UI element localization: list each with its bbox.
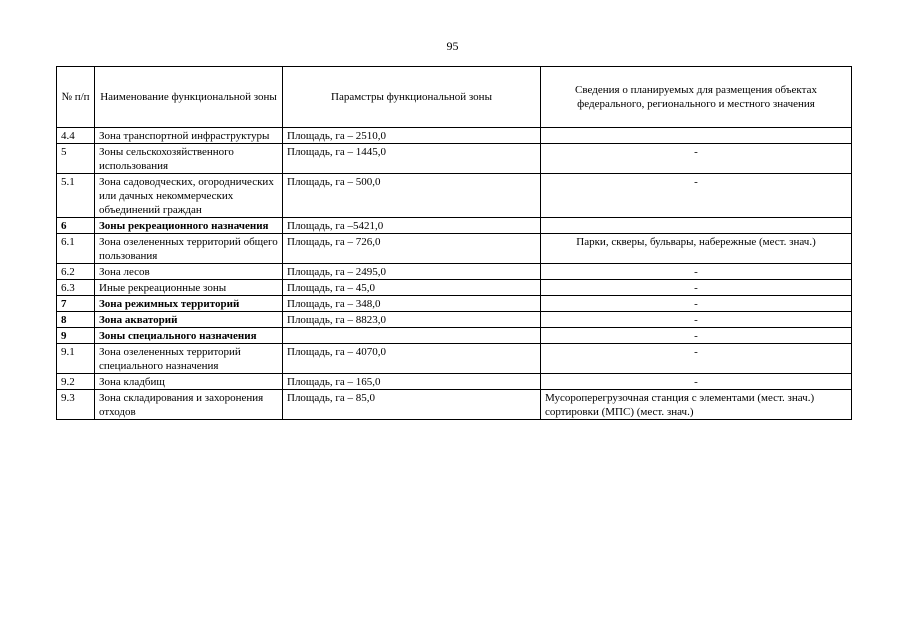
zone-name: Зона озелененных территорий общего пользования xyxy=(95,234,283,264)
row-number: 8 xyxy=(57,312,95,328)
zones-table-body xyxy=(57,128,852,420)
zone-objects-info xyxy=(541,390,852,420)
table-row xyxy=(57,328,852,344)
zone-objects-info xyxy=(541,128,852,144)
zone-objects-info xyxy=(541,280,852,296)
row-number: 6.3 xyxy=(57,280,95,296)
info-line: - xyxy=(694,346,698,358)
table-row xyxy=(57,128,852,144)
zone-params: Площадь, га – 2510,0 xyxy=(283,128,541,144)
info-line: сортировки (МПС) (мест. знач.) xyxy=(545,406,694,418)
row-number: 6 xyxy=(57,218,95,234)
zone-name: Зона акваторий xyxy=(95,312,283,328)
info-line: - xyxy=(694,146,698,158)
row-number: 4.4 xyxy=(57,128,95,144)
zone-name: Зона кладбищ xyxy=(95,374,283,390)
table-row xyxy=(57,264,852,280)
info-line: Мусороперегрузочная станция с элементами (мест. знач.) xyxy=(545,392,815,404)
row-number: 9.1 xyxy=(57,344,95,374)
row-number: 5 xyxy=(57,144,95,174)
zone-name: Зоны сельскохозяйственного использования xyxy=(95,144,283,174)
zone-objects-info xyxy=(541,374,852,390)
zone-name: Иные рекреационные зоны xyxy=(95,280,283,296)
info-line: - xyxy=(694,176,698,188)
row-number: 9.3 xyxy=(57,390,95,420)
zone-name: Зона складирования и захоронения отходов xyxy=(95,390,283,420)
zone-objects-info xyxy=(541,296,852,312)
table-row xyxy=(57,234,852,264)
zone-objects-info xyxy=(541,234,852,264)
table-row xyxy=(57,344,852,374)
row-number: 7 xyxy=(57,296,95,312)
table-row xyxy=(57,296,852,312)
row-number: 9.2 xyxy=(57,374,95,390)
table-header-row xyxy=(57,67,852,128)
zone-objects-info xyxy=(541,344,852,374)
header-name: Наименование функциональной зоны xyxy=(95,67,283,128)
zone-params: Площадь, га – 45,0 xyxy=(283,280,541,296)
zone-objects-info xyxy=(541,174,852,218)
table-row xyxy=(57,374,852,390)
zone-name: Зона садоводческих, огороднических или дачных некоммерческих объединений граждан xyxy=(95,174,283,218)
table-row xyxy=(57,280,852,296)
zone-name: Зона режимных территорий xyxy=(95,296,283,312)
table-row xyxy=(57,174,852,218)
info-line: - xyxy=(694,314,698,326)
info-line: - xyxy=(694,266,698,278)
table-row xyxy=(57,390,852,420)
info-line: - xyxy=(694,298,698,310)
zone-params: Площадь, га – 500,0 xyxy=(283,174,541,218)
table-row xyxy=(57,218,852,234)
zone-params: Площадь, га – 726,0 xyxy=(283,234,541,264)
zone-name: Зона транспортной инфраструктуры xyxy=(95,128,283,144)
info-line: - xyxy=(694,376,698,388)
zone-objects-info xyxy=(541,312,852,328)
zone-params: Площадь, га – 2495,0 xyxy=(283,264,541,280)
header-num: № п/п xyxy=(57,67,95,128)
table-row xyxy=(57,144,852,174)
zone-params: Площадь, га – 4070,0 xyxy=(283,344,541,374)
row-number: 9 xyxy=(57,328,95,344)
zone-params: Площадь, га – 348,0 xyxy=(283,296,541,312)
zone-name: Зона озелененных территорий специального назначения xyxy=(95,344,283,374)
info-line: - xyxy=(694,330,698,342)
header-params: Парамстры функциональной зоны xyxy=(283,67,541,128)
zone-params: Площадь, га – 85,0 xyxy=(283,390,541,420)
info-line: - xyxy=(694,282,698,294)
zone-params: Площадь, га –5421,0 xyxy=(283,218,541,234)
zone-params: Площадь, га – 8823,0 xyxy=(283,312,541,328)
zone-objects-info xyxy=(541,264,852,280)
zone-name: Зоны специального назначения xyxy=(95,328,283,344)
zones-table xyxy=(56,66,852,420)
zone-params: Площадь, га – 1445,0 xyxy=(283,144,541,174)
zone-params: Площадь, га – 165,0 xyxy=(283,374,541,390)
info-line: Парки, скверы, бульвары, набережные (мест. знач.) xyxy=(576,236,816,248)
zone-objects-info xyxy=(541,144,852,174)
zone-params xyxy=(283,328,541,344)
table-row xyxy=(57,312,852,328)
zone-name: Зоны рекреационного назначения xyxy=(95,218,283,234)
row-number: 6.2 xyxy=(57,264,95,280)
header-info: Сведения о планируемых для размещения объектах федерального, регионального и местного значения xyxy=(541,67,852,128)
page-number: 95 xyxy=(446,39,459,53)
zone-name: Зона лесов xyxy=(95,264,283,280)
zone-objects-info xyxy=(541,328,852,344)
row-number: 5.1 xyxy=(57,174,95,218)
zone-objects-info xyxy=(541,218,852,234)
row-number: 6.1 xyxy=(57,234,95,264)
